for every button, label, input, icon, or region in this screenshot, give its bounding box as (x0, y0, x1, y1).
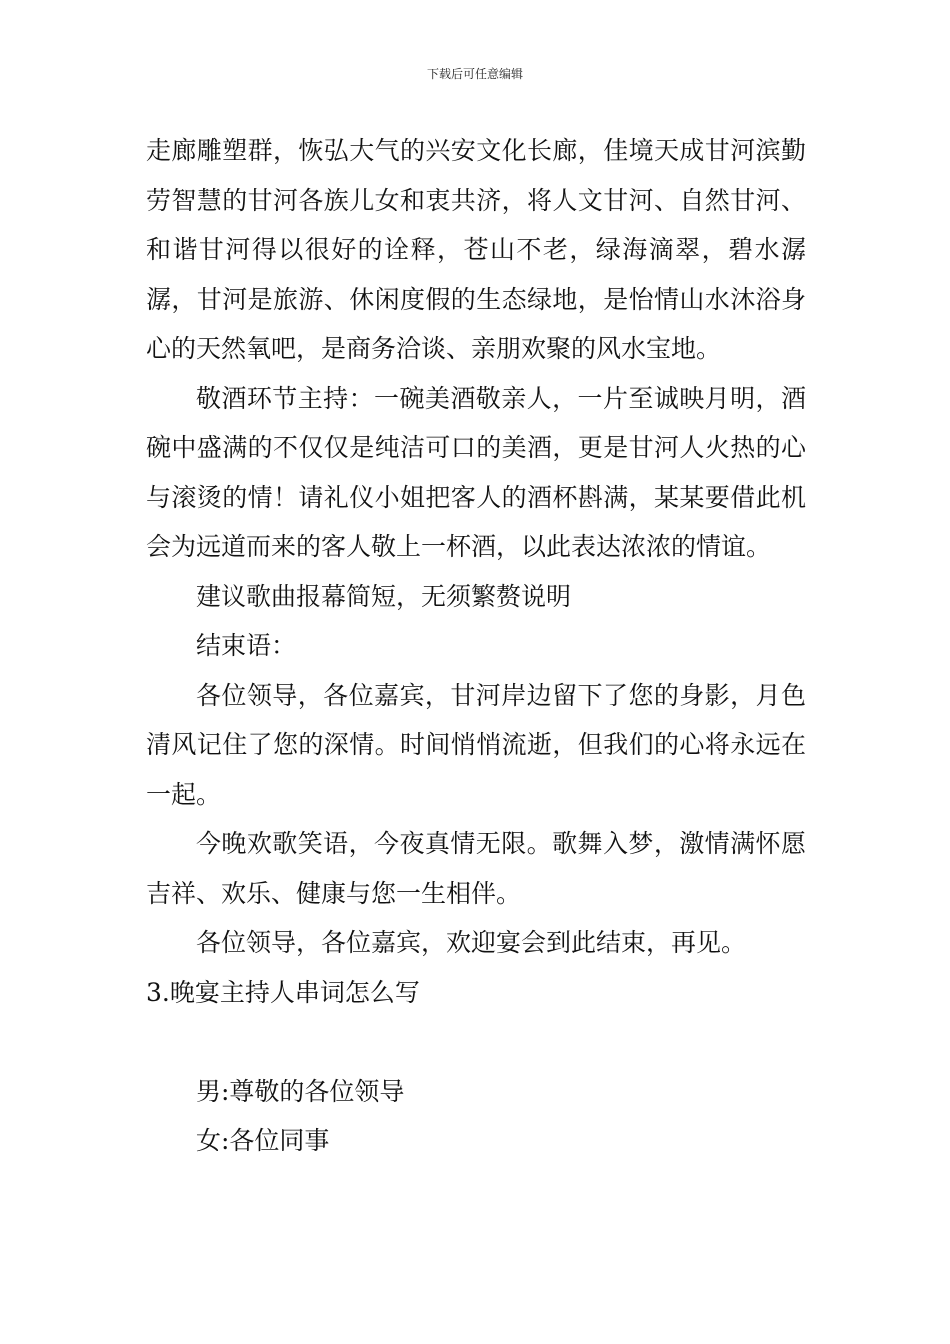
paragraph-closing-heading: 结束语： (196, 631, 297, 660)
dialogue-female: 女:各位同事 (196, 1126, 330, 1155)
section-heading: 3.晚宴主持人串词怎么写 (146, 977, 420, 1007)
paragraph-closing-2: 今晚欢歌笑语，今夜真情无限。歌舞入梦，激情满怀愿吉祥、欢乐、健康与您一生相伴。 (146, 829, 806, 908)
paragraph-toast-hosting: 敬酒环节主持：一碗美酒敬亲人，一片至诚映月明，酒碗中盛满的不仅仅是纯洁可口的美酒，更是甘河人火热的心与滚烫的情！请礼仪小姐把客人的酒杯斟满，某某要借此机会为远道而来的客人敬上一杯酒，以此表达浓浓的情谊。 (146, 383, 806, 561)
document-body (146, 126, 806, 1166)
page-header: 下载后可任意编辑 (426, 67, 523, 81)
paragraph-intro-continued: 走廊雕塑群，恢弘大气的兴安文化长廊，佳境天成甘河滨勤劳智慧的甘河各族儿女和衷共济，将人文甘河、自然甘河、和谐甘河得以很好的诠释，苍山不老，绿海滴翠，碧水潺潺，甘河是旅游、休闲度假的生态绿地，是怡情山水沐浴身心的天然氧吧，是商务洽谈、亲朋欢聚的风水宝地。 (146, 136, 806, 363)
paragraph-closing-3: 各位领导，各位嘉宾，欢迎宴会到此结束，再见。 (196, 928, 747, 957)
blank-line (146, 1017, 806, 1067)
dialogue-male: 男:尊敬的各位领导 (196, 1076, 405, 1106)
paragraph-song-note: 建议歌曲报幕简短，无须繁赘说明 (196, 581, 572, 611)
paragraph-closing-1: 各位领导，各位嘉宾，甘河岸边留下了您的身影，月色清风记住了您的深情。时间悄悄流逝，但我们的心将永远在一起。 (146, 680, 806, 809)
